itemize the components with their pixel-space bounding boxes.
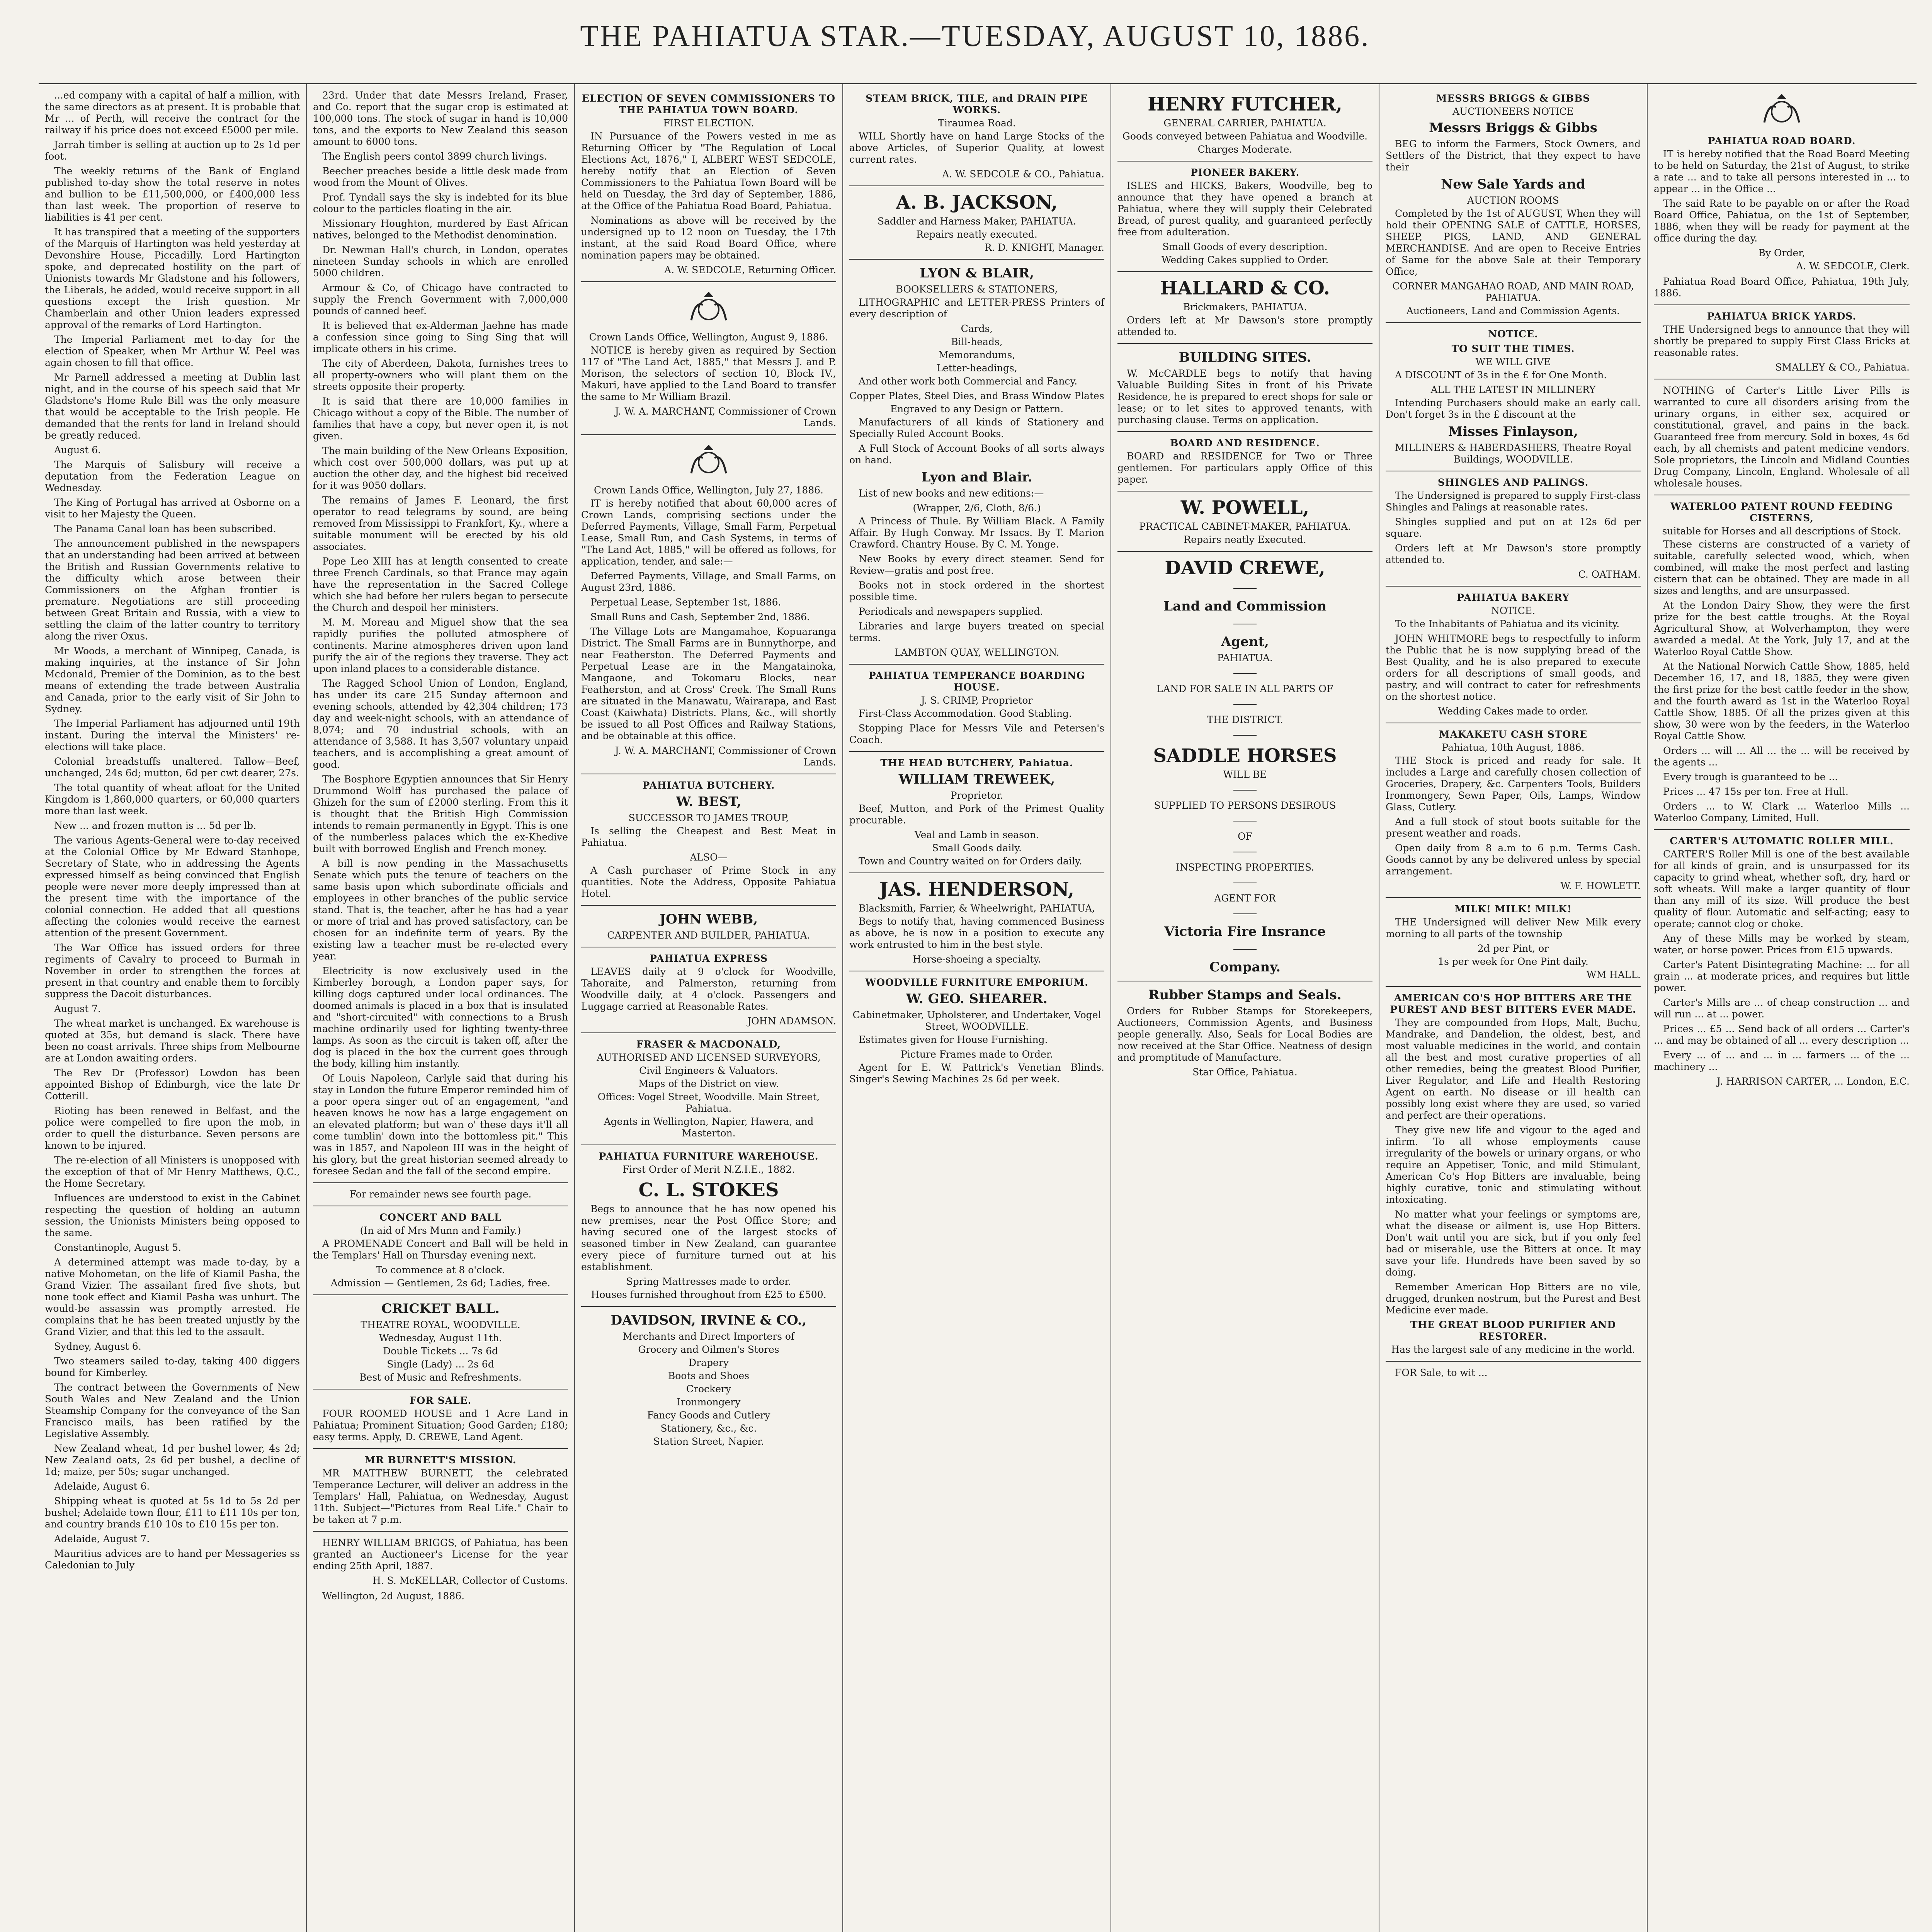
- miscellany-paragraph: The Bosphore Egyptien announces that Sir Henry Drummond Wolff has purchased the palace of Ghizeh for the sum of £2000 sterling. From this it is thought that the British High Commission intends to remain permanently in Egypt. This is one of the numberless palaces which the ex-Khedive built with borrowed English and French money.: [313, 774, 568, 854]
- davidson-list-item: Crockery: [686, 1383, 731, 1395]
- pills-body: NOTHING of Carter's Little Liver Pills is warranted to cure all disorders arising from the urinary organs, in either sex, acquired or constitutional, gravel, and pains in the back. Guaranteed free from mercury. Sold in boxes, 4s 6d each, by all chemists and patent medicine vendors. Sole proprietors, the Lincoln and Midland Counties Drug Company, Lincoln, England. Wholesale of all wholesale houses.: [1654, 385, 1910, 489]
- masthead: THE PAHIATUA STAR.—TUESDAY, AUGUST 10, 1886.: [580, 19, 1370, 53]
- news-paragraph: August 6.: [54, 444, 101, 456]
- board-body: BOARD and RESIDENCE for Two or Three gentlemen. For particulars apply Office of this paper.: [1117, 451, 1372, 485]
- brick-sig: SMALLEY & CO., Pahiatua.: [1775, 362, 1910, 373]
- miscellany-paragraph: It is believed that ex-Alderman Jaehne has made a confession since going to Sing Sing that will implicate others in his crime.: [313, 320, 568, 354]
- concert-body: A PROMENADE Concert and Ball will be held in the Templars' Hall on Thursday evening next.: [313, 1238, 568, 1261]
- henderson-horse: Horse-shoeing a specialty.: [913, 954, 1041, 965]
- butchery-name: W. BEST,: [676, 794, 742, 810]
- blood-body: Has the largest sale of any medicine in the world.: [1391, 1344, 1635, 1355]
- miscellany-paragraph: Of Louis Napoleon, Carlyle said that during his stay in London the future Emperor reminded him of a poor opera singer out of an engagement, "and heaven knows he now has a large engagement on an elevated platform; but wan o' these days it'll all come tumblin' down into the bottomless pit." This was in 1857, and Napoleon III was in the height of his glory, but the great historian seemed already to foresee Sedan and the fall of the second empire.: [313, 1073, 568, 1177]
- column-notices: [575, 84, 843, 1932]
- building-body: W. McCARDLE begs to notify that having Valuable Building Sites in front of his Private Residence, he is prepared to erect shops for sale or lease; or to let sites to approved tenants, with purchasing clause. Terms on application.: [1117, 368, 1372, 425]
- shingles-body2: Shingles supplied and put on at 12s 6d per square.: [1386, 516, 1641, 539]
- mission-heading: MR BURNETT'S MISSION.: [364, 1454, 517, 1466]
- news-paragraph: A determined attempt was made to-day, by a native Mohometan, on the life of Kiamil Pasha, the Grand Vizier. The assailant fired five shots, but none took effect and Kiamil Pasha was unhurt. The would-be assassin was promptly arrested. He complains that he has been treated unjustly by the Grand Vizier, and that this led to the assault.: [45, 1257, 300, 1337]
- steam-sig: A. W. SEDCOLE & CO., Pahiatua.: [942, 168, 1104, 180]
- hops-heading: AMERICAN CO'S HOP BITTERS ARE THE PUREST AND BEST BITTERS EVER MADE.: [1390, 992, 1636, 1015]
- miscellany-paragraph: Beecher preaches beside a little desk made from wood from the Mount of Olives.: [313, 165, 568, 188]
- crewe-line10: INSPECTING PROPERTIES.: [1176, 862, 1314, 873]
- column-local-ads: [1111, 84, 1379, 1932]
- road-order: By Order,: [1758, 247, 1805, 259]
- milk-heading: MILK! MILK! MILK!: [1454, 903, 1572, 915]
- shingles-heading: SHINGLES AND PALINGS.: [1437, 477, 1589, 488]
- makaketu-date: Pahiatua, 10th August, 1886.: [1442, 742, 1585, 753]
- cricket-music: Best of Music and Refreshments.: [359, 1372, 522, 1383]
- lyon-engraved: Engraved to any Design or Pattern.: [890, 403, 1064, 415]
- column-road-board: [1648, 84, 1916, 1932]
- briggs-license-ad: [313, 1537, 568, 1602]
- notice-body: A DISCOUNT of 3s in the £ for One Month.: [1395, 369, 1607, 381]
- carter-body4: Carter's Mills are ... of cheap construction ... and will run ... at ... power.: [1654, 997, 1910, 1020]
- fraser-sub2: Civil Engineers & Valuators.: [639, 1065, 778, 1076]
- for-sale-notice: FOR Sale, to wit ...: [1395, 1367, 1488, 1378]
- milk-price: 2d per Pint, or: [1477, 943, 1549, 954]
- news-paragraph: Adelaide, August 6.: [54, 1481, 150, 1492]
- bakery-body: JOHN WHITMORE begs to respectfully to inform the Public that he is now supplying bread of the Best Quality, and he is also prepared to execute orders for all descriptions of small goods, and pastry, and will contract to cater for refreshments on the shortest notice.: [1386, 633, 1641, 702]
- lyon-steamer: New Books by every direct steamer. Send for Review—gratis and post free.: [849, 553, 1104, 576]
- news-paragraph: The Panama Canal loan has been subscribed.: [54, 523, 276, 534]
- concert-time: To commence at 8 o'clock.: [376, 1264, 505, 1276]
- furniture-merit: First Order of Merit N.Z.I.E., 1882.: [622, 1164, 795, 1175]
- road-body2: The said Rate to be payable on or after the Road Board Office, Pahiatua, on the 1st of September, 1886, when they will be ready for payment at the office during the day.: [1654, 198, 1910, 244]
- carter-body3: Carter's Patent Disintegrating Machine: ... for all grain ... at moderate prices, and requires but little power.: [1654, 959, 1910, 993]
- royal-crest-icon: [581, 287, 836, 330]
- road-date: Pahiatua Road Board Office, Pahiatua, 19th July, 1886.: [1654, 276, 1910, 299]
- newspaper-page: [39, 83, 1917, 1932]
- hops-body: They are compounded from Hops, Malt, Buchu, Mandrake, and Dandelion, the oldest, best, and most valuable medicines in the world, and contain all the best and most curative properties of all other remedies, being the greatest Blood Purifier, Liver Regulator, and Life and Health Restoring Agent on earth. No disease or ill health can possibly long exist where they are used, so varied and perfect are their operations.: [1386, 1017, 1641, 1121]
- remainder-notice: For remainder news see fourth page.: [349, 1189, 532, 1200]
- briggs-heading: MESSRS BRIGGS & GIBBS: [1436, 93, 1590, 104]
- crown1-sig: J. W. A. MARCHANT, Commissioner of Crown Lands.: [615, 406, 836, 429]
- sale-body: FOUR ROOMED HOUSE and 1 Acre Land in Pahiatua; Prominent Situation; Good Garden; £180; easy terms. Apply, D. CREWE, Land Agent.: [313, 1408, 568, 1442]
- crewe-line6: SADDLE HORSES: [1153, 745, 1337, 767]
- miscellany-paragraph: The Ragged School Union of London, England, has under its care 215 Sunday afternoon and evening schools, attended by 42,304 children; 173 day and week-night schools, with an attendance of 8,074; and 70 industrial schools, with an attendance of 3,588. It has 3,507 voluntary unpaid teachers, and is accomplishing a great amount of good.: [313, 678, 568, 770]
- cricket-heading: CRICKET BALL.: [381, 1301, 500, 1316]
- miscellany-paragraph: The main building of the New Orleans Exposition, which cost over 500,000 dollars, was put up at auction the other day, and the highest bid received for it was 9050 dollars.: [313, 445, 568, 491]
- jackson-name: A. B. JACKSON,: [896, 192, 1058, 213]
- fraser-agents: Agents in Wellington, Napier, Hawera, and Masterton.: [604, 1116, 814, 1139]
- carter-heading: CARTER'S AUTOMATIC ROLLER MILL.: [1670, 835, 1894, 847]
- election-heading: ELECTION OF SEVEN COMMISSIONERS TO THE PAHIATUA TOWN BOARD.: [582, 93, 836, 116]
- shearer-body: Estimates given for House Furnishing.: [859, 1034, 1048, 1045]
- pioneer-heading: PIONEER BAKERY.: [1190, 167, 1300, 178]
- crown2-body: IT is hereby notified that about 60,000 acres of Crown Lands, comprising sections under the Deferred Payments, Village, Small Farm, Perpetual Lease, Small Run, and Cash Systems, in terms of "The Land Act, 1885," will be offered as follows, for application, tender, and sale:—: [581, 498, 836, 567]
- news-paragraph: Mr Parnell addressed a meeting at Dublin last night, and in the course of his speech said that Mr Gladstone's Home Rule Bill was the only measure that would be acceptable to the Irish people. He demanded that the rents for land in Ireland should be greatly reduced.: [45, 372, 300, 441]
- lyon-list-item: Bill-heads,: [951, 336, 1003, 347]
- butchery-sub: SUCCESSOR TO JAMES TROUP,: [628, 812, 789, 823]
- stokes-spring: Spring Mattresses made to order.: [626, 1276, 791, 1287]
- crown2-sig: J. W. A. MARCHANT, Commissioner of Crown Lands.: [615, 745, 836, 768]
- miscellany-paragraph: The remains of James F. Leonard, the first operator to read telegrams by sound, are being removed from Mississippi to Frankfort, Ky., where a suitable monument will be erected by his old associates.: [313, 495, 568, 552]
- milk-sig: WM HALL.: [1586, 969, 1641, 980]
- lyon-libraries: Libraries and large buyers treated on special terms.: [849, 621, 1104, 643]
- finlayson-name: Misses Finlayson,: [1448, 424, 1578, 439]
- crewe-name: DAVID CREWE,: [1165, 557, 1325, 579]
- carter-body: CARTER'S Roller Mill is one of the best available for all kinds of grain, and is unsurpassed for its capacity to grind wheat, whether soft, dry, hard or soft wheats. Will make a larger quantity of flour than any mill of its size. Will produce the best quality of flour. Automatic and self-acting; easy to operate; cannot clog or choke.: [1654, 849, 1910, 929]
- crown2-list-2: Small Runs and Cash, September 2nd, 1886.: [590, 611, 810, 622]
- news-paragraph: August 7.: [54, 1003, 101, 1014]
- waterloo-body4: Orders ... will ... All ... the ... will be received by the agents ...: [1654, 745, 1910, 768]
- rubber-heading: Rubber Stamps and Seals.: [1148, 987, 1342, 1003]
- express-sig: JOHN ADAMSON.: [747, 1015, 836, 1027]
- crown1-place: Crown Lands Office, Wellington, August 9, 1886.: [589, 332, 828, 343]
- notice-give: WE WILL GIVE: [1475, 356, 1551, 367]
- bakery-notice: NOTICE.: [1491, 605, 1536, 616]
- news-paragraph: The Imperial Parliament met to-day for the election of Speaker, when Mr Arthur W. Peel was again chosen to fill that office.: [45, 334, 300, 368]
- news-paragraph: The announcement published in the newspapers that an understanding had been arrived at between the British and Russian Governments relative to the difficulty which arose between their Commissioners on the Afghan frontier is premature. Negotiations are still proceeding between Great Britain and Russia, with a view to settling the claim of the latter country to territory along the river Oxus.: [45, 538, 300, 642]
- news-paragraph: The Rev Dr (Professor) Lowdon has been appointed Bishop of Edinburgh, vice the late Dr Cotterill.: [45, 1067, 300, 1102]
- stokes-houses: Houses furnished throughout from £25 to £500.: [591, 1289, 827, 1300]
- miscellany-paragraph: Prof. Tyndall says the sky is indebted for its blue colour to the particles floating in the air.: [313, 192, 568, 214]
- davidson-list-item: Stationery, &c., &c.: [660, 1423, 757, 1434]
- notice-latest: ALL THE LATEST IN MILLINERY: [1430, 384, 1596, 395]
- futcher-body: Goods conveyed between Pahiatua and Woodville.: [1122, 131, 1368, 142]
- briggs-sig: Auctioneers, Land and Commission Agents.: [1406, 305, 1620, 316]
- miscellany-paragraph: Missionary Houghton, murdered by East African natives, belonged to the Methodist denomination.: [313, 218, 568, 241]
- waterloo-sub: suitable for Horses and all descriptions of Stock.: [1662, 526, 1901, 537]
- briggs-body2: Completed by the 1st of AUGUST, When they will hold their OPENING SALE of CATTLE, HORSES, SHEEP, PIGS, LAND, AND GENERAL MERCHANDISE. And are open to Receive Entries of Same for the above Sale at their Temporary Office,: [1386, 208, 1641, 277]
- brick-body: THE Undersigned begs to announce that they will shortly be prepared to supply First Class Bricks at reasonable rates.: [1654, 324, 1910, 358]
- carter-sig: J. HARRISON CARTER, ... London, E.C.: [1717, 1076, 1910, 1087]
- news-paragraph: Constantinople, August 5.: [54, 1242, 181, 1253]
- cricket-ad: [313, 1301, 568, 1383]
- briggs-body: BEG to inform the Farmers, Stock Owners, and Settlers of the District, that they expect to have their: [1386, 138, 1641, 173]
- waterloo-body: These cisterns are constructed of a variety of suitable, carefully selected wood, which, when combined, will make the most perfect and lasting cistern that can be obtained. They are made in all sizes and lengths, and are unsurpassed.: [1654, 539, 1910, 596]
- news-paragraph: The War Office has issued orders for three regiments of Cavalry to proceed to Burmah in November in order to strengthen the forces at present in that country and enable them to forcibly suppress the Dacoit disturbances.: [45, 942, 300, 1000]
- hops-body4: Remember American Hop Bitters are no vile, drugged, drunken nostrum, but the Purest and Best Medicine ever made.: [1386, 1281, 1641, 1316]
- for-sale-ad: [313, 1395, 568, 1443]
- crown1-body: NOTICE is hereby given as required by Section 117 of "The Land Act, 1885," that Messrs J. and P. Morison, the selectors of section 10, Block IV., Makuri, have applied to the Land Board to transfer the same to Mr William Brazil.: [581, 345, 836, 402]
- shingles-body3: Orders left at Mr Dawson's store promptly attended to.: [1386, 543, 1641, 565]
- election-body2: Nominations as above will be received by the undersigned up to 12 noon on Tuesday, the 17th instant, at the said Road Board Office, where nomination papers may be obtained.: [581, 215, 836, 261]
- cricket-single: Single (Lady) ... 2s 6d: [387, 1359, 494, 1370]
- hops-body3: No matter what your feelings or symptoms are, what the disease or ailment is, use Hop Bitters. Don't wait until you are sick, but if you only feel bad or miserable, use the Bitters at once. It may save your life. Hundreds have been saved by so doing.: [1386, 1209, 1641, 1278]
- news-paragraph: The re-election of all Ministers is unopposed with the exception of that of Mr Henry Matthews, Q.C., the Home Secretary.: [45, 1155, 300, 1189]
- news-paragraph: The Imperial Parliament has adjourned until 19th instant. During the interval the Ministers' re-elections will take place.: [45, 718, 300, 752]
- briggs-license-body: HENRY WILLIAM BRIGGS, of Pahiatua, has been granted an Auctioneer's License for the year ending 25th April, 1887.: [313, 1537, 568, 1571]
- road-heading: PAHIATUA ROAD BOARD.: [1708, 135, 1856, 146]
- crown2-body2: The Village Lots are Mangamahoe, Kopuaranga District. The Small Farms are in Bunnythorpe, and near Featherston. The Deferred Payments and Perpetual Lease are in the Mangatainoka, Mangaone, and Tokomaru Blocks, near Featherston, and at Cross' Creek. The Small Runs are situated in the Manawatu, Wairarapa, and East Coast (Kaiwhata) Districts. Plans, &c., will shortly be issued to all Post Offices and Railway Stations, and be obtainable at this office.: [581, 626, 836, 742]
- news-paragraph: Two steamers sailed to-day, taking 400 diggers bound for Kimberley.: [45, 1355, 300, 1378]
- hallard-sub: Brickmakers, PAHIATUA.: [1183, 301, 1307, 313]
- election-body: IN Pursuance of the Powers vested in me as Returning Officer by "The Regulation of Local Elections Act, 1876," I, ALBERT WEST SEDCOLE, hereby notify that an Election of Seven Commissioners to the Pahiatua Town Board will be held on Tuesday, the 3rd day of September, 1886, at the Office of the Pahiatua Road Board, Pahiatua.: [581, 131, 836, 211]
- lyon-books: A Princess of Thule. By William Black. A Family Affair. By Hugh Conway. Mr Issacs. By T. Marion Crawford. Chantry House. By C. M. Yonge.: [849, 515, 1104, 550]
- carter-body2: Any of these Mills may be worked by steam, water, or horse power. Prices from £15 upwards.: [1654, 933, 1910, 956]
- bakery-wedding: Wedding Cakes made to order.: [1438, 706, 1588, 717]
- powell-sub: PRACTICAL CABINET-MAKER, PAHIATUA.: [1139, 521, 1351, 532]
- miscellany-paragraph: M. M. Moreau and Miguel show that the sea rapidly purifies the polluted atmosphere of continents. Marine atmospheres driven upon land purify the air of the regions they traverse. They act upon inland places to a considerable distance.: [313, 617, 568, 674]
- bakery-to: To the Inhabitants of Pahiatua and its vicinity.: [1395, 618, 1620, 629]
- butchery-heading: PAHIATUA BUTCHERY.: [642, 780, 775, 791]
- furniture-heading: PAHIATUA FURNITURE WAREHOUSE.: [599, 1151, 819, 1162]
- finlayson-sub: MILLINERS & HABERDASHERS, Theatre Royal Buildings, WOODVILLE.: [1395, 442, 1632, 465]
- shearer-frames: Picture Frames made to Order.: [901, 1049, 1053, 1060]
- stokes-name: C. L. STOKES: [638, 1179, 779, 1201]
- briggs-license-date: Wellington, 2d August, 1886.: [322, 1590, 465, 1602]
- stokes-body: Begs to announce that he has now opened his new premises, near the Post Office Store; and having secured one of the largest stocks of seasoned timber in New Zealand, can guarantee every piece of furniture turned out at his establishment.: [581, 1203, 836, 1272]
- cricket-date: Wednesday, August 11th.: [379, 1332, 502, 1344]
- crewe-line1: Land and Commission: [1163, 599, 1327, 614]
- news-paragraph: It has transpired that a meeting of the supporters of the Marquis of Hartington was held yesterday at Devonshire House, Piccadilly. Lord Hartington spoke, and deprecated hostility on the part of Unionists towards Mr Gladstone and his followers, the Liberals, he added, would receive support in all questions except the Irish question. Mr Chamberlain and other Union leaders expressed approval of the remarks of Lord Hartington.: [45, 226, 300, 330]
- miscellany-paragraph: A bill is now pending in the Massachusetts Senate which puts the tenure of teachers on the same basis upon which subordinate officials and employees in other branches of the public service stand. That is, the teacher, after he has had a year or more of trial and has proved satisfactory, can be chosen for an indefinite term of years. By the existing law a teacher must be re-elected every year.: [313, 858, 568, 962]
- news-paragraph: New Zealand wheat, 1d per bushel lower, 4s 2d; New Zealand oats, 2s 6d per bushel, a decline of 1d; maize, per 50s; sugar unchanged.: [45, 1443, 300, 1477]
- briggs-name: Messrs Briggs & Gibbs: [1429, 120, 1597, 136]
- waterloo-body2: At the London Dairy Show, they were the first prize for the best cattle troughs. At the Royal Agricultural Show, at Wolverhampton, they were awarded a medal. At the York, July 17, and at the Waterloo Royal Cattle Show.: [1654, 600, 1910, 657]
- fraser-offices: Offices: Vogel Street, Woodville. Main Street, Pahiatua.: [597, 1091, 820, 1114]
- briggs-addr: CORNER MANGAHAO ROAD, AND MAIN ROAD, PAHIATUA.: [1392, 281, 1634, 303]
- news-paragraph: Sydney, August 6.: [54, 1341, 141, 1352]
- briggs-sub: AUCTIONEERS NOTICE: [1452, 106, 1574, 117]
- treweek-veal: Veal and Lamb in season.: [914, 829, 1039, 840]
- hallard-name: HALLARD & CO.: [1160, 277, 1330, 299]
- notice-heading: NOTICE.: [1488, 328, 1538, 340]
- crewe-line3: PAHIATUA.: [1217, 652, 1273, 663]
- head-butchery-heading: THE HEAD BUTCHERY, Pahiatua.: [880, 757, 1073, 769]
- news-paragraph: Jarrah timber is selling at auction up to 2s 1d per foot.: [45, 139, 300, 162]
- carter-body6: Every ... of ... and ... in ... farmers ... of the ... machinery ...: [1654, 1049, 1910, 1072]
- miscellany-paragraph: 23rd. Under that date Messrs Ireland, Fraser, and Co. report that the sugar crop is estimated at 100,000 tons. The stock of sugar in hand is 10,000 tons, and the exports to New Zealand this season amount to 6000 tons.: [313, 90, 568, 147]
- news-paragraph: Rioting has been renewed in Belfast, and the police were compelled to fire upon the mob, in order to quell the disturbance. Seven persons are known to be injured.: [45, 1105, 300, 1151]
- cricket-double: Double Tickets ... 7s 6d: [383, 1345, 498, 1357]
- davidson-list: [581, 1344, 836, 1434]
- mission-ad: [313, 1454, 568, 1526]
- express-heading: PAHIATUA EXPRESS: [649, 953, 768, 964]
- news-paragraph: Shipping wheat is quoted at 5s 1d to 5s 2d per bushel; Adelaide town flour, £11 to £11 10s per ton, and country brands £10 10s to £10 15s per ton.: [45, 1495, 300, 1530]
- rubber-body: Orders for Rubber Stamps for Storekeepers, Auctioneers, Commission Agents, and Business people generally. Also, Seals for Local Bodies are now received at the Star Office. Neatness of design and promptitude of Manufacture.: [1117, 1005, 1372, 1063]
- makaketu-body: THE Stock is priced and ready for sale. It includes a Large and carefully chosen collection of Groceries, Drapery, &c. Carpenters Tools, Builders Ironmongery, Sewn Paper, Oils, Lamps, Window Glass, Cutlery.: [1386, 755, 1641, 813]
- news-paragraph: The contract between the Governments of New South Wales and New Zealand and the Union Steamship Company for the conveyance of the San Francisco mails, has been ratified by the Legislative Assembly.: [45, 1382, 300, 1439]
- crewe-line9: OF: [1238, 831, 1252, 842]
- brick-heading: PAHIATUA BRICK YARDS.: [1707, 311, 1857, 322]
- blood-heading: THE GREAT BLOOD PURIFIER AND RESTORER.: [1410, 1319, 1616, 1342]
- jackson-sig: R. D. KNIGHT, Manager.: [984, 242, 1104, 253]
- lyon-full: A Full Stock of Account Books of all sorts always on hand.: [849, 443, 1104, 466]
- board-heading: BOARD AND RESIDENCE.: [1170, 437, 1320, 449]
- shearer-name: W. GEO. SHEARER.: [906, 991, 1048, 1007]
- jackson-body: Repairs neatly executed.: [916, 229, 1037, 240]
- concert-sub: (In aid of Mrs Munn and Family.): [360, 1225, 521, 1236]
- briggs-new: New Sale Yards and: [1441, 177, 1585, 192]
- cricket-venue: THEATRE ROYAL, WOODVILLE.: [361, 1319, 520, 1330]
- lyon-list-item: Memorandums,: [938, 349, 1015, 361]
- news-paragraph: Influences are understood to exist in the Cabinet respecting the question of holding an autumn session, the Unionists Ministers being opposed to the same.: [45, 1192, 300, 1238]
- crewe-line4: LAND FOR SALE IN ALL PARTS OF: [1156, 683, 1333, 694]
- fraser-sub: AUTHORISED AND LICENSED SURVEYORS,: [597, 1052, 821, 1063]
- lyon-list: [849, 323, 1104, 374]
- news-paragraph: Mr Woods, a merchant of Winnipeg, Canada, is making inquiries, at the instance of Sir John Mcdonald, Premier of the Dominion, as to the best means of extending the trade between Australia and Canada, prior to the early visit of Sir John to Sydney.: [45, 645, 300, 714]
- davidson-list-item: Drapery: [689, 1357, 729, 1368]
- news-paragraph: The King of Portugal has arrived at Osborne on a visit to her Majesty the Queen.: [45, 497, 300, 520]
- makaketu-heading: MAKAKETU CASH STORE: [1439, 729, 1587, 740]
- news-paragraph: Colonial breadstuffs unaltered. Tallow—Beef, unchanged, 24s 6d; mutton, 6d per cwt dearer, 27s.: [45, 756, 300, 779]
- crown2-list-0: Deferred Payments, Village, and Small Farms, on August 23rd, 1886.: [581, 570, 836, 593]
- column-trade-ads: [843, 84, 1111, 1932]
- lyon-list-item: Cards,: [961, 323, 993, 334]
- hops-body2: They give new life and vigour to the aged and infirm. To all whose employments cause irregularity of the bowels or urinary organs, or who require an Appetiser, Tonic, and mild Stimulant, American Co's Hop Bitters are invaluable, being highly curative, tonic and stimulating without intoxicating.: [1386, 1124, 1641, 1205]
- davidson-addr: Station Street, Napier.: [653, 1436, 764, 1447]
- royal-crest-icon: [581, 440, 836, 483]
- webb-sub: CARPENTER AND BUILDER, PAHIATUA.: [607, 930, 810, 941]
- shingles-sig: C. OATHAM.: [1578, 569, 1641, 580]
- bakery-heading: PAHIATUA BAKERY: [1457, 592, 1570, 603]
- davidson-heading: DAVIDSON, IRVINE & CO.,: [611, 1313, 807, 1328]
- milk-price2: 1s per week for One Pint daily.: [1438, 956, 1588, 967]
- davidson-sub: Merchants and Direct Importers of: [622, 1331, 795, 1342]
- hallard-body: Orders left at Mr Dawson's store promptly attended to.: [1117, 315, 1372, 337]
- temperance-body: First-Class Accommodation. Good Stabling.: [859, 708, 1072, 719]
- lyon-manuf: Manufacturers of all kinds of Stationery and Specially Ruled Account Books.: [849, 417, 1104, 439]
- davidson-list-item: Fancy Goods and Cutlery: [647, 1410, 770, 1421]
- crewe-line5: THE DISTRICT.: [1207, 714, 1283, 725]
- waterloo-body5: Every trough is guaranteed to be ...: [1663, 771, 1838, 782]
- news-paragraph: ...ed company with a capital of half a million, with the same directors as at present. It is probable that Mr ... of Perth, will receive the contract for the railway if his price does not exceed £5000 per mile.: [45, 90, 300, 136]
- makaketu-sig: W. F. HOWLETT.: [1560, 880, 1641, 891]
- crewe-line8: SUPPLIED TO PERSONS DESIROUS: [1154, 800, 1336, 811]
- temperance-heading: PAHIATUA TEMPERANCE BOARDING HOUSE.: [868, 670, 1085, 693]
- news-paragraph: The weekly returns of the Bank of England published to-day show the total reserve in notes and bullion to be £11,500,000, or £400,000 less than last week. The proportion of reserve to liabilities is 41 per cent.: [45, 165, 300, 223]
- carter-body5: Prices ... £5 ... Send back of all orders ... Carter's ... and may be obtained of all ... every description ...: [1654, 1023, 1910, 1046]
- news-paragraph: The Marquis of Salisbury will receive a deputation from the Federation League on Wednesday.: [45, 459, 300, 493]
- butchery-also: ALSO—: [690, 852, 728, 863]
- crewe-line11: AGENT FOR: [1214, 893, 1276, 904]
- news-paragraph: The wheat market is unchanged. Ex warehouse is quoted at 35s, but demand is slack. There have been no coast arrivals. Three ships from Melbourne are at London awaiting orders.: [45, 1018, 300, 1064]
- column-miscellany: [307, 84, 575, 1932]
- lyon-list-item: Letter-headings,: [936, 362, 1017, 374]
- crewe-line13: Company.: [1209, 959, 1281, 975]
- fraser-maps: Maps of the District on view.: [638, 1078, 779, 1089]
- waterloo-sig: Orders ... to W. Clark ... Waterloo Mills ... Waterloo Company, Limited, Hull.: [1654, 801, 1910, 823]
- waterloo-body3: At the National Norwich Cattle Show, 1885, held December 16, 17, and 18, 1885, they were given the first prize for the best cattle feeder in the show, and the fourth award as 1st in the Waterloo Royal Cattle Show, 1885. Of all the prizes given at this show, 30 were won by the feeders, in the Waterloo Royal Cattle Show.: [1654, 661, 1910, 742]
- lyon-body2: And other work both Commercial and Fancy.: [859, 376, 1078, 387]
- treweek-goods: Small Goods daily.: [932, 842, 1022, 854]
- woodville-heading: WOODVILLE FURNITURE EMPORIUM.: [865, 977, 1088, 988]
- column-auctioneers: [1379, 84, 1648, 1932]
- royal-crest-icon: [1654, 90, 1910, 132]
- waterloo-price: Prices ... 47 15s per ton. Free at Hull.: [1663, 786, 1849, 797]
- shearer-sub: Cabinetmaker, Upholsterer, and Undertaker, Vogel Street, WOODVILLE.: [852, 1009, 1101, 1032]
- davidson-list-item: Boots and Shoes: [668, 1370, 750, 1381]
- davidson-list-item: Grocery and Oilmen's Stores: [638, 1344, 779, 1355]
- sale-heading: FOR SALE.: [409, 1395, 472, 1406]
- news-paragraph: The total quantity of wheat afloat for the United Kingdom is 1,860,000 quarters, or 60,000 quarters more than last week.: [45, 782, 300, 816]
- futcher-sub: GENERAL CARRIER, PAHIATUA.: [1163, 117, 1327, 129]
- miscellany-paragraphs: [313, 90, 568, 1177]
- road-sig: A. W. SEDCOLE, Clerk.: [1796, 260, 1910, 272]
- milk-body: THE Undersigned will deliver New Milk every morning to all parts of the township: [1386, 917, 1641, 939]
- treweek-orders: Town and Country waited on for Orders daily.: [859, 855, 1082, 867]
- lyon-wrapper: (Wrapper, 2/6, Cloth, 8/6.): [913, 502, 1041, 514]
- election-sig: A. W. SEDCOLE, Returning Officer.: [664, 264, 836, 276]
- express-body: LEAVES daily at 9 o'clock for Woodville, Tahoraite, and Palmerston, returning from Woodville daily, at 4 o'clock. Passengers and Luggage carried at Reasonable Rates.: [581, 966, 836, 1012]
- crown2-place: Crown Lands Office, Wellington, July 27, 1886.: [594, 485, 823, 496]
- makaketu-body2: And a full stock of stout boots suitable for the present weather and roads.: [1386, 816, 1641, 839]
- news-paragraph: Adelaide, August 7.: [54, 1533, 150, 1544]
- lyon-heading: LYON & BLAIR,: [919, 265, 1034, 281]
- rubber-sig: Star Office, Pahiatua.: [1192, 1066, 1298, 1078]
- fraser-heading: FRASER & MACDONALD,: [636, 1039, 781, 1050]
- crewe-line7: WILL BE: [1223, 769, 1267, 780]
- temperance-body2: Stopping Place for Messrs Vile and Petersen's Coach.: [849, 723, 1104, 745]
- steam-heading: STEAM BRICK, TILE, and DRAIN PIPE WORKS.: [866, 93, 1088, 116]
- davidson-list-item: Ironmongery: [677, 1396, 741, 1408]
- futcher-name: HENRY FUTCHER,: [1148, 94, 1342, 115]
- lyon-name2: Lyon and Blair.: [921, 469, 1032, 485]
- lyon-addr: LAMBTON QUAY, WELLINGTON.: [894, 647, 1060, 658]
- treweek-body: Beef, Mutton, and Pork of the Primest Quality procurable.: [849, 803, 1104, 826]
- miscellany-paragraph: It is said that there are 10,000 families in Chicago without a copy of the Bible. The number of families that have a copy, but never open it, is not given.: [313, 396, 568, 442]
- steam-road: Tiraumea Road.: [938, 117, 1016, 129]
- concert-ad: [313, 1212, 568, 1289]
- notice-body2: Intending Purchasers should make an early call. Don't forget 3s in the £ discount at the: [1386, 397, 1641, 420]
- crown2-list-1: Perpetual Lease, September 1st, 1886.: [590, 597, 781, 608]
- shearer-agent: Agent for E. W. Pattrick's Venetian Blinds. Singer's Sewing Machines 2s 6d per week.: [849, 1062, 1104, 1085]
- miscellany-paragraph: Dr. Newman Hall's church, in London, operates nineteen Sunday schools in which are enrolled 5000 children.: [313, 244, 568, 279]
- powell-body: Repairs neatly Executed.: [1184, 534, 1306, 545]
- miscellany-paragraph: Electricity is now exclusively used in the Kimberley borough, a London paper says, for killing dogs captured under local ordinances. The doomed animals is placed in a box that is insulated and "short-circuited" with connections to a Brush machine ordinarily used for lighting twenty-three lamps. As soon as the circuit is taken off, after the dog is placed in the box the current goes through the body, killing him instantly.: [313, 965, 568, 1069]
- henderson-body: Begs to notify that, having commenced Business as above, he is now in a position to execute any work entrusted to him in the best style.: [849, 916, 1104, 950]
- lyon-body: LITHOGRAPHIC and LETTER-PRESS Printers of every description of: [849, 297, 1104, 320]
- steam-body: WILL Shortly have on hand Large Stocks of the above Articles, of Superior Quality, at lowest current rates.: [849, 131, 1104, 165]
- lyon-periodicals: Periodicals and newspapers supplied.: [859, 606, 1043, 617]
- briggs-auction: AUCTION ROOMS: [1467, 195, 1559, 206]
- lyon-sub: BOOKSELLERS & STATIONERS,: [896, 284, 1058, 295]
- notice-sub: TO SUIT THE TIMES.: [1451, 343, 1575, 354]
- shingles-body: The Undersigned is prepared to supply First-class Shingles and Palings at reasonable rates.: [1386, 490, 1641, 513]
- news-paragraph: New ... and frozen mutton is ... 5d per lb.: [54, 820, 257, 831]
- pioneer-goods: Small Goods of every description.: [1162, 241, 1328, 252]
- temperance-sig: J. S. CRIMP, Proprietor: [921, 695, 1033, 706]
- treweek-name: WILLIAM TREWEEK,: [898, 772, 1055, 787]
- miscellany-paragraph: Pope Leo XIII has at length consented to create three French Cardinals, so that France may again have the representation in the Sacred College which she had before her rulers began to persecute the Church and despoil her ministers.: [313, 556, 568, 613]
- waterloo-heading: WATERLOO PATENT ROUND FEEDING CISTERNS,: [1670, 501, 1893, 524]
- miscellany-paragraph: The English peers contol 3899 church livings.: [322, 151, 548, 162]
- election-sub: FIRST ELECTION.: [663, 117, 754, 129]
- lyon-newbooks: List of new books and new editions:—: [859, 488, 1044, 499]
- lyon-notstock: Books not in stock ordered in the shortest possible time.: [849, 580, 1104, 602]
- butchery-body2: A Cash purchaser of Prime Stock in any quantities. Note the Address, Opposite Pahiatua Hotel.: [581, 865, 836, 899]
- news-paragraph: Mauritius advices are to hand per Messageries ss Caledonian to July: [45, 1548, 300, 1571]
- building-heading: BUILDING SITES.: [1179, 350, 1311, 365]
- butchery-body: Is selling the Cheapest and Best Meat in Pahiatua.: [581, 825, 836, 848]
- news-paragraph: The various Agents-General were to-day received at the Colonial Office by Mr Edward Stanhope, Secretary of State, who in addressing the Agents expressed himself as being convinced that English people were never more deeply impressed than at the present time with the importance of the colonial connection. He added that all questions affecting the colonies would receive the earnest attention of the present Government.: [45, 835, 300, 939]
- makaketu-body3: Open daily from 8 a.m to 6 p.m. Terms Cash. Goods cannot by any be delivered unless by special arrangement.: [1386, 842, 1641, 877]
- pioneer-cakes: Wedding Cakes supplied to Order.: [1161, 254, 1329, 265]
- miscellany-paragraph: Armour & Co, of Chicago have contracted to supply the French Government with 7,000,000 pounds of canned beef.: [313, 282, 568, 316]
- webb-name: JOHN WEBB,: [659, 912, 758, 927]
- henderson-sub: Blacksmith, Farrier, & Wheelwright, PAHIATUA,: [858, 903, 1095, 914]
- miscellany-paragraph: The city of Aberdeen, Dakota, furnishes trees to all property-owners who will plant them on the streets opposite their property.: [313, 358, 568, 392]
- road-body: IT is hereby notified that the Road Board Meeting to be held on Saturday, the 21st of August, to strike a rate ... and to take all persons interested in ... to appear ... in the Office ...: [1654, 148, 1910, 194]
- crewe-line2: Agent,: [1221, 634, 1269, 650]
- treweek-sub: Proprietor.: [950, 790, 1003, 801]
- column-news-telegrams: [39, 84, 307, 1932]
- mission-body: MR MATTHEW BURNETT, the celebrated Temperance Lecturer, will deliver an address in the Templars' Hall, Pahiatua, on Wednesday, August 11th. Subject—"Pictures from Real Life." Chair to be taken at 7 p.m.: [313, 1468, 568, 1525]
- crewe-line12: Victoria Fire Insrance: [1164, 924, 1326, 939]
- henderson-name: JAS. HENDERSON,: [879, 879, 1075, 900]
- lyon-copper: Copper Plates, Steel Dies, and Brass Window Plates: [849, 390, 1104, 401]
- briggs-license-sig: H. S. McKELLAR, Collector of Customs.: [372, 1575, 568, 1586]
- futcher-charges: Charges Moderate.: [1197, 144, 1293, 155]
- jackson-sub: Saddler and Harness Maker, PAHIATUA.: [877, 216, 1077, 227]
- concert-heading: CONCERT AND BALL: [379, 1212, 502, 1223]
- powell-name: W. POWELL,: [1180, 497, 1310, 519]
- pioneer-body: ISLES and HICKS, Bakers, Woodville, beg to announce that they have opened a branch at Pahiatua, where they will supply their Celebrated Bread, of purest quality, and guaranteed perfectly free from adulteration.: [1117, 180, 1372, 238]
- concert-admission: Admission — Gentlemen, 2s 6d; Ladies, free.: [330, 1277, 551, 1289]
